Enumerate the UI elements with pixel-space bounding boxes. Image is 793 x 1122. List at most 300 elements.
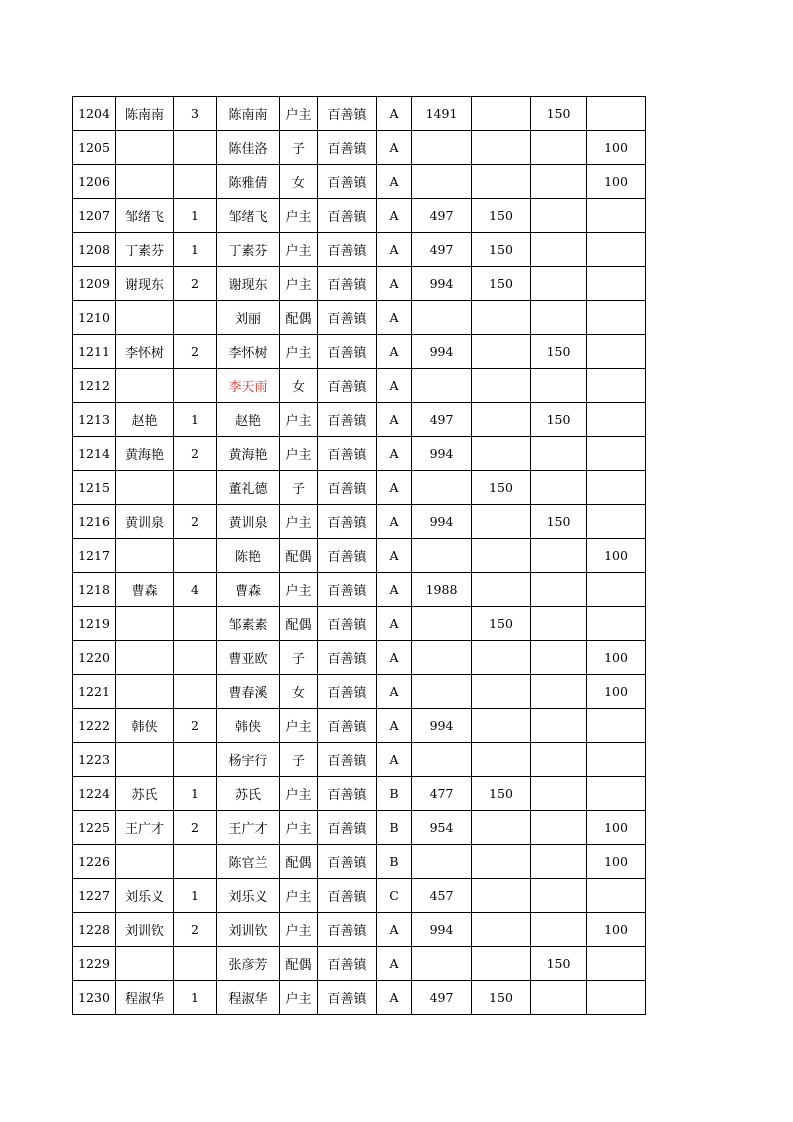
cell-subsidy-b: [531, 573, 587, 607]
cell-member-name: 陈南南: [217, 97, 280, 131]
cell-household-size: [174, 675, 217, 709]
cell-subsidy-b: [531, 743, 587, 777]
cell-grade: A: [377, 947, 412, 981]
cell-subsidy-b: [531, 845, 587, 879]
cell-town: 百善镇: [318, 539, 377, 573]
cell-subsidy-a: 150: [472, 981, 531, 1015]
table-row: [73, 947, 646, 981]
cell-town: 百善镇: [318, 743, 377, 777]
cell-relation: 户主: [280, 335, 318, 369]
cell-subsidy-b: [531, 131, 587, 165]
cell-subsidy-b: [531, 675, 587, 709]
cell-household-head: 曹森: [116, 573, 174, 607]
cell-grade: A: [377, 709, 412, 743]
cell-subsidy-c: 100: [587, 165, 646, 199]
cell-household-size: [174, 845, 217, 879]
cell-relation: 户主: [280, 913, 318, 947]
table-row: [73, 403, 646, 437]
cell-amount: 994: [412, 267, 472, 301]
cell-household-head: [116, 165, 174, 199]
table-row: [73, 97, 646, 131]
cell-grade: A: [377, 267, 412, 301]
cell-household-size: 1: [174, 403, 217, 437]
cell-relation: 配偶: [280, 947, 318, 981]
cell-grade: A: [377, 743, 412, 777]
cell-town: 百善镇: [318, 437, 377, 471]
cell-grade: A: [377, 131, 412, 165]
cell-household-size: [174, 641, 217, 675]
table-row: [73, 539, 646, 573]
cell-household-size: 1: [174, 777, 217, 811]
cell-member-name: 赵艳: [217, 403, 280, 437]
cell-member-name: 陈艳: [217, 539, 280, 573]
cell-household-size: 2: [174, 437, 217, 471]
cell-subsidy-b: 150: [531, 335, 587, 369]
cell-household-head: 程淑华: [116, 981, 174, 1015]
cell-amount: [412, 301, 472, 335]
cell-amount: [412, 131, 472, 165]
cell-subsidy-b: 150: [531, 947, 587, 981]
cell-household-head: 刘训钦: [116, 913, 174, 947]
cell-town: 百善镇: [318, 641, 377, 675]
cell-subsidy-b: [531, 811, 587, 845]
cell-relation: 户主: [280, 777, 318, 811]
cell-subsidy-b: 150: [531, 403, 587, 437]
cell-household-size: 3: [174, 97, 217, 131]
cell-subsidy-c: [587, 369, 646, 403]
cell-relation: 户主: [280, 879, 318, 913]
cell-subsidy-b: [531, 539, 587, 573]
cell-subsidy-c: [587, 437, 646, 471]
table-row: [73, 709, 646, 743]
cell-subsidy-c: [587, 335, 646, 369]
cell-household-size: [174, 131, 217, 165]
cell-subsidy-c: [587, 981, 646, 1015]
cell-subsidy-a: [472, 505, 531, 539]
table-row: [73, 811, 646, 845]
table-row: [73, 199, 646, 233]
cell-relation: 配偶: [280, 539, 318, 573]
cell-subsidy-a: [472, 97, 531, 131]
cell-subsidy-a: [472, 845, 531, 879]
cell-household-head: 黄海艳: [116, 437, 174, 471]
table-row: [73, 131, 646, 165]
cell-subsidy-b: [531, 165, 587, 199]
cell-member-name: 程淑华: [217, 981, 280, 1015]
cell-household-size: [174, 471, 217, 505]
cell-relation: 配偶: [280, 301, 318, 335]
cell-subsidy-a: [472, 437, 531, 471]
cell-subsidy-a: [472, 403, 531, 437]
cell-grade: A: [377, 539, 412, 573]
cell-relation: 户主: [280, 437, 318, 471]
cell-member-name: 董礼德: [217, 471, 280, 505]
cell-serial-number: 1229: [73, 947, 116, 981]
cell-household-size: 2: [174, 267, 217, 301]
cell-relation: 户主: [280, 97, 318, 131]
cell-subsidy-a: 150: [472, 777, 531, 811]
cell-subsidy-c: 100: [587, 539, 646, 573]
cell-subsidy-a: [472, 743, 531, 777]
cell-town: 百善镇: [318, 981, 377, 1015]
cell-grade: B: [377, 777, 412, 811]
cell-amount: 497: [412, 403, 472, 437]
cell-subsidy-c: [587, 947, 646, 981]
cell-member-name: 陈官兰: [217, 845, 280, 879]
cell-subsidy-b: 150: [531, 505, 587, 539]
cell-grade: A: [377, 641, 412, 675]
cell-subsidy-c: 100: [587, 845, 646, 879]
household-table: [72, 96, 646, 1015]
cell-town: 百善镇: [318, 267, 377, 301]
cell-town: 百善镇: [318, 199, 377, 233]
table-row: [73, 267, 646, 301]
cell-serial-number: 1224: [73, 777, 116, 811]
cell-subsidy-b: [531, 913, 587, 947]
cell-relation: 配偶: [280, 607, 318, 641]
cell-amount: 994: [412, 505, 472, 539]
cell-serial-number: 1221: [73, 675, 116, 709]
cell-town: 百善镇: [318, 913, 377, 947]
cell-grade: A: [377, 471, 412, 505]
cell-subsidy-a: 150: [472, 471, 531, 505]
cell-relation: 户主: [280, 811, 318, 845]
cell-subsidy-b: [531, 641, 587, 675]
cell-grade: A: [377, 199, 412, 233]
cell-subsidy-b: [531, 301, 587, 335]
cell-member-name: 邹绪飞: [217, 199, 280, 233]
cell-town: 百善镇: [318, 709, 377, 743]
cell-grade: B: [377, 845, 412, 879]
cell-serial-number: 1220: [73, 641, 116, 675]
cell-subsidy-c: [587, 573, 646, 607]
cell-subsidy-c: [587, 743, 646, 777]
cell-town: 百善镇: [318, 131, 377, 165]
cell-relation: 子: [280, 743, 318, 777]
cell-relation: 子: [280, 641, 318, 675]
cell-amount: 497: [412, 233, 472, 267]
cell-relation: 女: [280, 369, 318, 403]
cell-grade: A: [377, 675, 412, 709]
cell-subsidy-c: 100: [587, 675, 646, 709]
cell-member-name: 刘丽: [217, 301, 280, 335]
cell-amount: [412, 947, 472, 981]
cell-amount: 994: [412, 709, 472, 743]
cell-subsidy-c: 100: [587, 641, 646, 675]
table-row: [73, 913, 646, 947]
cell-grade: A: [377, 981, 412, 1015]
cell-household-size: 1: [174, 233, 217, 267]
cell-serial-number: 1228: [73, 913, 116, 947]
cell-amount: 497: [412, 199, 472, 233]
cell-subsidy-a: 150: [472, 267, 531, 301]
cell-household-head: 苏氏: [116, 777, 174, 811]
cell-member-name: 陈雅倩: [217, 165, 280, 199]
table-row: [73, 301, 646, 335]
cell-relation: 子: [280, 471, 318, 505]
cell-amount: [412, 845, 472, 879]
cell-serial-number: 1209: [73, 267, 116, 301]
cell-subsidy-a: [472, 913, 531, 947]
table-row: [73, 335, 646, 369]
cell-member-name: 黄海艳: [217, 437, 280, 471]
cell-grade: A: [377, 913, 412, 947]
cell-subsidy-c: [587, 471, 646, 505]
cell-relation: 女: [280, 675, 318, 709]
cell-grade: C: [377, 879, 412, 913]
cell-subsidy-c: [587, 709, 646, 743]
cell-subsidy-a: [472, 811, 531, 845]
cell-serial-number: 1218: [73, 573, 116, 607]
cell-subsidy-b: [531, 233, 587, 267]
cell-household-head: [116, 675, 174, 709]
cell-town: 百善镇: [318, 607, 377, 641]
cell-household-head: 黄训泉: [116, 505, 174, 539]
cell-subsidy-a: [472, 131, 531, 165]
cell-grade: A: [377, 301, 412, 335]
cell-member-name: 陈佳洛: [217, 131, 280, 165]
cell-household-head: [116, 539, 174, 573]
cell-household-size: 4: [174, 573, 217, 607]
cell-household-size: 1: [174, 879, 217, 913]
cell-subsidy-c: [587, 879, 646, 913]
cell-subsidy-c: [587, 403, 646, 437]
cell-serial-number: 1223: [73, 743, 116, 777]
cell-household-head: [116, 947, 174, 981]
table-row: [73, 471, 646, 505]
cell-household-size: [174, 743, 217, 777]
cell-serial-number: 1212: [73, 369, 116, 403]
cell-amount: [412, 369, 472, 403]
cell-member-name: 谢现东: [217, 267, 280, 301]
cell-grade: A: [377, 335, 412, 369]
cell-subsidy-b: [531, 369, 587, 403]
cell-serial-number: 1222: [73, 709, 116, 743]
cell-town: 百善镇: [318, 811, 377, 845]
cell-household-head: [116, 845, 174, 879]
cell-town: 百善镇: [318, 233, 377, 267]
cell-member-name: 丁素芬: [217, 233, 280, 267]
cell-household-size: 2: [174, 811, 217, 845]
cell-member-name: 张彦芳: [217, 947, 280, 981]
cell-amount: 994: [412, 437, 472, 471]
cell-grade: A: [377, 233, 412, 267]
cell-relation: 户主: [280, 199, 318, 233]
cell-subsidy-b: [531, 471, 587, 505]
cell-subsidy-c: [587, 199, 646, 233]
cell-member-name: 韩侠: [217, 709, 280, 743]
cell-serial-number: 1216: [73, 505, 116, 539]
cell-household-size: 2: [174, 505, 217, 539]
table-row: [73, 743, 646, 777]
cell-subsidy-a: [472, 335, 531, 369]
cell-subsidy-b: [531, 879, 587, 913]
cell-subsidy-b: [531, 607, 587, 641]
cell-serial-number: 1207: [73, 199, 116, 233]
cell-household-size: [174, 607, 217, 641]
cell-household-head: 李怀树: [116, 335, 174, 369]
cell-serial-number: 1217: [73, 539, 116, 573]
cell-household-head: [116, 471, 174, 505]
cell-subsidy-a: [472, 879, 531, 913]
cell-town: 百善镇: [318, 335, 377, 369]
cell-household-head: [116, 743, 174, 777]
cell-household-size: [174, 539, 217, 573]
table-row: [73, 981, 646, 1015]
cell-member-name: 刘乐义: [217, 879, 280, 913]
cell-amount: [412, 471, 472, 505]
cell-household-head: [116, 369, 174, 403]
cell-household-head: 王广才: [116, 811, 174, 845]
cell-amount: 457: [412, 879, 472, 913]
cell-serial-number: 1214: [73, 437, 116, 471]
cell-town: 百善镇: [318, 165, 377, 199]
cell-household-head: 陈南南: [116, 97, 174, 131]
cell-serial-number: 1226: [73, 845, 116, 879]
cell-household-size: 2: [174, 335, 217, 369]
cell-town: 百善镇: [318, 777, 377, 811]
cell-amount: 497: [412, 981, 472, 1015]
cell-subsidy-a: 150: [472, 199, 531, 233]
cell-amount: 954: [412, 811, 472, 845]
cell-relation: 户主: [280, 505, 318, 539]
cell-subsidy-a: [472, 709, 531, 743]
cell-household-head: 谢现东: [116, 267, 174, 301]
cell-subsidy-b: [531, 437, 587, 471]
cell-household-head: [116, 301, 174, 335]
cell-relation: 户主: [280, 403, 318, 437]
cell-grade: A: [377, 403, 412, 437]
cell-serial-number: 1204: [73, 97, 116, 131]
cell-town: 百善镇: [318, 879, 377, 913]
cell-household-size: 1: [174, 981, 217, 1015]
cell-household-size: [174, 301, 217, 335]
cell-household-size: 1: [174, 199, 217, 233]
table-row: [73, 437, 646, 471]
cell-amount: [412, 165, 472, 199]
cell-grade: A: [377, 369, 412, 403]
cell-household-head: 邹绪飞: [116, 199, 174, 233]
cell-subsidy-c: [587, 777, 646, 811]
cell-serial-number: 1208: [73, 233, 116, 267]
table-row: [73, 369, 646, 403]
cell-subsidy-b: [531, 267, 587, 301]
cell-subsidy-a: [472, 165, 531, 199]
cell-serial-number: 1215: [73, 471, 116, 505]
cell-serial-number: 1219: [73, 607, 116, 641]
cell-member-name: 李怀树: [217, 335, 280, 369]
cell-subsidy-c: [587, 233, 646, 267]
cell-subsidy-b: [531, 777, 587, 811]
cell-member-name: 苏氏: [217, 777, 280, 811]
cell-member-name: 刘训钦: [217, 913, 280, 947]
table-row: [73, 675, 646, 709]
table-row: [73, 505, 646, 539]
cell-town: 百善镇: [318, 97, 377, 131]
cell-subsidy-c: [587, 607, 646, 641]
cell-household-head: [116, 131, 174, 165]
cell-subsidy-a: 150: [472, 607, 531, 641]
cell-household-head: 刘乐义: [116, 879, 174, 913]
cell-subsidy-a: [472, 675, 531, 709]
cell-relation: 户主: [280, 267, 318, 301]
cell-household-size: 2: [174, 709, 217, 743]
cell-grade: A: [377, 97, 412, 131]
cell-amount: 1988: [412, 573, 472, 607]
cell-member-name: 曹亚欧: [217, 641, 280, 675]
cell-household-head: 丁素芬: [116, 233, 174, 267]
table-row: [73, 607, 646, 641]
table-row: [73, 233, 646, 267]
cell-amount: 994: [412, 335, 472, 369]
cell-subsidy-b: 150: [531, 97, 587, 131]
cell-town: 百善镇: [318, 845, 377, 879]
table-row: [73, 165, 646, 199]
cell-serial-number: 1205: [73, 131, 116, 165]
cell-grade: A: [377, 573, 412, 607]
cell-household-head: [116, 607, 174, 641]
cell-subsidy-a: [472, 947, 531, 981]
cell-serial-number: 1210: [73, 301, 116, 335]
cell-member-name: 曹春溪: [217, 675, 280, 709]
cell-household-size: [174, 947, 217, 981]
cell-town: 百善镇: [318, 573, 377, 607]
cell-relation: 户主: [280, 981, 318, 1015]
cell-subsidy-c: [587, 97, 646, 131]
cell-subsidy-a: [472, 369, 531, 403]
cell-subsidy-a: [472, 539, 531, 573]
cell-household-size: 2: [174, 913, 217, 947]
cell-member-name: 邹素素: [217, 607, 280, 641]
cell-subsidy-c: [587, 267, 646, 301]
cell-town: 百善镇: [318, 301, 377, 335]
cell-subsidy-b: [531, 981, 587, 1015]
cell-serial-number: 1213: [73, 403, 116, 437]
cell-town: 百善镇: [318, 947, 377, 981]
cell-grade: A: [377, 165, 412, 199]
cell-serial-number: 1230: [73, 981, 116, 1015]
cell-household-size: [174, 369, 217, 403]
cell-amount: 994: [412, 913, 472, 947]
cell-amount: 1491: [412, 97, 472, 131]
cell-member-name: 黄训泉: [217, 505, 280, 539]
cell-amount: [412, 539, 472, 573]
cell-subsidy-a: [472, 301, 531, 335]
table-row: [73, 777, 646, 811]
cell-relation: 子: [280, 131, 318, 165]
cell-member-name: 王广才: [217, 811, 280, 845]
cell-amount: [412, 641, 472, 675]
cell-member-name: 杨宇行: [217, 743, 280, 777]
cell-grade: B: [377, 811, 412, 845]
cell-household-head: 赵艳: [116, 403, 174, 437]
cell-household-head: [116, 641, 174, 675]
cell-subsidy-a: [472, 573, 531, 607]
table-row: [73, 879, 646, 913]
cell-amount: [412, 743, 472, 777]
cell-subsidy-c: 100: [587, 131, 646, 165]
table-body: [73, 97, 646, 1015]
cell-member-name: 李天雨: [217, 369, 280, 403]
cell-subsidy-b: [531, 709, 587, 743]
cell-town: 百善镇: [318, 369, 377, 403]
cell-serial-number: 1227: [73, 879, 116, 913]
cell-amount: 477: [412, 777, 472, 811]
cell-town: 百善镇: [318, 505, 377, 539]
cell-grade: A: [377, 437, 412, 471]
cell-serial-number: 1225: [73, 811, 116, 845]
table-row: [73, 845, 646, 879]
